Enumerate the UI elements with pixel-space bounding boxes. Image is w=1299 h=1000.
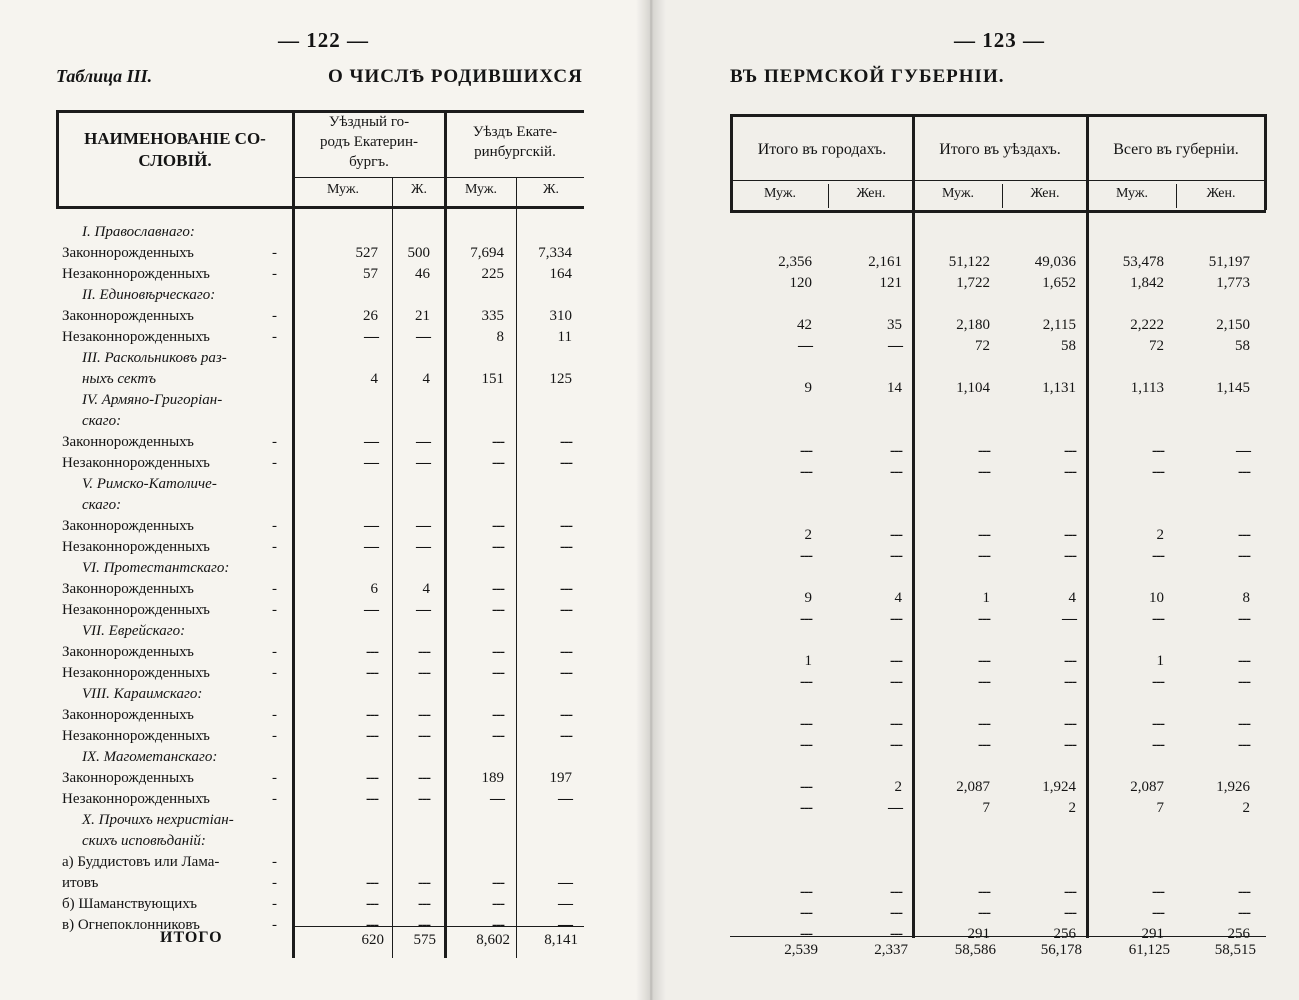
row-label: а) Буддистовъ или Лама- - xyxy=(62,852,219,873)
data-cell: --- xyxy=(418,917,430,933)
data-cell: 225 xyxy=(481,266,504,282)
data-cell: 35 xyxy=(887,317,902,333)
subheader-male: Муж. xyxy=(326,182,360,197)
data-cell: 7 xyxy=(1156,800,1164,816)
data-cell: --- xyxy=(1152,464,1164,480)
table-left-rule xyxy=(56,110,59,206)
header-bottom-rule xyxy=(730,210,1266,213)
data-cell: 51,197 xyxy=(1208,254,1250,270)
page-heading: ВЪ ПЕРМСКОЙ ГУБЕРНІИ. xyxy=(730,66,1005,87)
data-cell: — xyxy=(1062,611,1076,627)
section-label: VIII. Караимскаго: xyxy=(82,686,203,702)
group-header-line: родъ Екатерин- xyxy=(320,134,418,150)
data-cell: 1,652 xyxy=(1042,275,1076,291)
data-cell: --- xyxy=(418,728,430,744)
data-cell: --- xyxy=(560,539,572,555)
data-cell: --- xyxy=(1238,653,1250,669)
total-cell: 8,602 xyxy=(476,932,510,948)
data-cell: 4 xyxy=(422,371,430,387)
data-cell: 291 xyxy=(967,926,990,942)
group-header-city xyxy=(296,112,442,172)
data-cell: --- xyxy=(890,611,902,627)
data-cell: --- xyxy=(560,434,572,450)
data-cell: --- xyxy=(890,905,902,921)
row-label: итовъ - xyxy=(62,873,98,894)
data-cell: --- xyxy=(492,434,504,450)
subheader-rule xyxy=(730,180,1266,181)
data-cell: 21 xyxy=(415,308,430,324)
data-cell: --- xyxy=(800,800,812,816)
data-cell: 46 xyxy=(415,266,430,282)
data-cell: --- xyxy=(890,527,902,543)
table-right-rule xyxy=(1264,114,1267,210)
group-header-district xyxy=(448,122,582,162)
page-number: — 122 — xyxy=(278,28,369,52)
data-cell: --- xyxy=(1238,674,1250,690)
data-cell: --- xyxy=(1152,443,1164,459)
data-cell: --- xyxy=(1152,674,1164,690)
data-cell: 1 xyxy=(804,653,812,669)
data-cell: --- xyxy=(978,548,990,564)
data-cell: --- xyxy=(1064,653,1076,669)
data-cell: — xyxy=(416,329,430,345)
row-label: Законнорожденныхъ - xyxy=(62,642,194,663)
row-label: Незаконнорожденныхъ - xyxy=(62,327,210,348)
group-header-line: Уѣздъ Екате- xyxy=(472,124,558,140)
category-header-line: СЛОВІЙ. xyxy=(138,151,212,170)
subheader-male: Муж. xyxy=(941,186,975,201)
data-cell: --- xyxy=(1238,716,1250,732)
group-header-line: ринбургскій. xyxy=(474,144,556,160)
data-cell: 2,150 xyxy=(1216,317,1250,333)
data-cell: --- xyxy=(366,896,378,912)
data-cell: 2 xyxy=(1156,527,1164,543)
data-cell: --- xyxy=(978,443,990,459)
data-cell: --- xyxy=(890,674,902,690)
section-label: IV. Армяно-Григоріан- xyxy=(82,392,223,408)
data-cell: 2 xyxy=(894,779,902,795)
data-cell: --- xyxy=(1152,611,1164,627)
data-cell: --- xyxy=(800,443,812,459)
total-label: ИТОГО xyxy=(160,929,223,946)
data-cell: 197 xyxy=(549,770,572,786)
data-cell: --- xyxy=(366,770,378,786)
data-cell: --- xyxy=(800,611,812,627)
data-cell: 1,104 xyxy=(956,380,990,396)
category-header xyxy=(60,128,290,172)
data-cell: --- xyxy=(1064,548,1076,564)
data-cell: --- xyxy=(366,728,378,744)
subheader-male: Муж. xyxy=(763,186,797,201)
data-cell: 9 xyxy=(804,380,812,396)
group-header-province: Всего въ губерніи. xyxy=(1113,141,1239,158)
data-cell: --- xyxy=(560,455,572,471)
section-label: ныхъ сектъ xyxy=(82,371,156,387)
data-cell: --- xyxy=(800,779,812,795)
data-cell: — xyxy=(416,518,430,534)
header-bottom-rule xyxy=(56,206,584,209)
group-header-towns: Итого въ городахъ. xyxy=(757,141,887,158)
section-label: III. Раскольниковъ раз- xyxy=(82,350,227,366)
data-cell: 4 xyxy=(422,581,430,597)
section-label: скаго: xyxy=(82,497,122,513)
data-cell: 527 xyxy=(355,245,378,261)
group-header-districts: Итого въ уѣздахъ. xyxy=(939,141,1061,158)
data-cell: --- xyxy=(978,527,990,543)
data-cell: 1,113 xyxy=(1130,380,1164,396)
total-cell: 2,539 xyxy=(784,942,818,958)
data-cell: 1,131 xyxy=(1042,380,1076,396)
data-cell: — xyxy=(558,791,572,807)
right-page xyxy=(650,0,1299,1000)
subheader-female: Жен. xyxy=(1206,186,1236,201)
data-cell: 120 xyxy=(789,275,812,291)
data-cell: 58 xyxy=(1235,338,1250,354)
data-cell: 151 xyxy=(481,371,504,387)
data-cell: — xyxy=(416,455,430,471)
data-cell: 2 xyxy=(1068,800,1076,816)
data-cell: 1,145 xyxy=(1216,380,1250,396)
row-label: Незаконнорожденныхъ - xyxy=(62,789,210,810)
data-cell: --- xyxy=(1238,737,1250,753)
data-cell: --- xyxy=(418,665,430,681)
data-cell: --- xyxy=(890,548,902,564)
data-cell: --- xyxy=(492,917,504,933)
column-rule xyxy=(392,177,393,958)
row-label: Законнорожденныхъ - xyxy=(62,579,194,600)
row-label: в) Огнепоклонниковъ - xyxy=(62,915,200,936)
row-label: Законнорожденныхъ - xyxy=(62,432,194,453)
subheader-male: Муж. xyxy=(464,182,498,197)
row-label: Незаконнорожденныхъ - xyxy=(62,600,210,621)
data-cell: --- xyxy=(418,770,430,786)
row-label: Незаконнорожденныхъ - xyxy=(62,663,210,684)
data-cell: — xyxy=(364,518,378,534)
data-cell: --- xyxy=(800,548,812,564)
row-label: Законнорожденныхъ - xyxy=(62,243,194,264)
data-cell: 1 xyxy=(982,590,990,606)
data-cell: — xyxy=(558,875,572,891)
data-cell: --- xyxy=(418,644,430,660)
data-cell: — xyxy=(416,434,430,450)
data-cell: --- xyxy=(492,518,504,534)
page-heading: О ЧИСЛѢ РОДИВШИХСЯ xyxy=(328,66,583,87)
data-cell: --- xyxy=(366,875,378,891)
data-cell: 72 xyxy=(1149,338,1164,354)
section-label: IX. Магометанскаго: xyxy=(82,749,218,765)
data-cell: 2,161 xyxy=(868,254,902,270)
sub-divider xyxy=(1002,184,1003,208)
data-cell: — xyxy=(364,434,378,450)
group-header-line: Уѣздный го- xyxy=(328,114,410,130)
data-cell: --- xyxy=(1152,548,1164,564)
data-cell: --- xyxy=(978,905,990,921)
data-cell: --- xyxy=(890,926,902,942)
data-cell: --- xyxy=(800,674,812,690)
data-cell: --- xyxy=(366,665,378,681)
data-cell: --- xyxy=(800,464,812,480)
data-cell: --- xyxy=(800,737,812,753)
section-label: скихъ исповѣданій: xyxy=(82,833,206,849)
table-top-rule xyxy=(730,114,1266,117)
data-cell: 1,926 xyxy=(1216,779,1250,795)
data-cell: — xyxy=(888,338,902,354)
data-cell: 256 xyxy=(1227,926,1250,942)
data-cell: --- xyxy=(1238,548,1250,564)
data-cell: --- xyxy=(1064,443,1076,459)
data-cell: --- xyxy=(1238,905,1250,921)
data-cell: --- xyxy=(492,455,504,471)
data-cell: --- xyxy=(1238,464,1250,480)
data-cell: 2,222 xyxy=(1130,317,1164,333)
data-cell: --- xyxy=(890,716,902,732)
data-cell: 2,115 xyxy=(1042,317,1076,333)
data-cell: 72 xyxy=(975,338,990,354)
data-cell: 57 xyxy=(363,266,378,282)
data-cell: --- xyxy=(978,611,990,627)
data-cell: 1,842 xyxy=(1130,275,1164,291)
data-cell: 2,087 xyxy=(956,779,990,795)
data-cell: 4 xyxy=(894,590,902,606)
data-cell: 8 xyxy=(1242,590,1250,606)
data-cell: --- xyxy=(800,716,812,732)
data-cell: 4 xyxy=(1068,590,1076,606)
group-header-line: бургъ. xyxy=(349,154,389,170)
data-cell: — xyxy=(416,602,430,618)
section-label: VII. Еврейскаго: xyxy=(82,623,186,639)
row-label: Незаконнорожденныхъ - xyxy=(62,264,210,285)
data-cell: --- xyxy=(978,653,990,669)
section-label: X. Прочихъ нехристіан- xyxy=(82,812,234,828)
total-cell: 2,337 xyxy=(874,942,908,958)
total-cell: 8,141 xyxy=(544,932,578,948)
data-cell: 125 xyxy=(549,371,572,387)
data-cell: 2,087 xyxy=(1130,779,1164,795)
data-cell: --- xyxy=(890,737,902,753)
data-cell: 189 xyxy=(481,770,504,786)
data-cell: --- xyxy=(978,737,990,753)
data-cell: --- xyxy=(366,791,378,807)
data-cell: --- xyxy=(492,581,504,597)
data-cell: --- xyxy=(800,926,812,942)
data-cell: 58 xyxy=(1061,338,1076,354)
data-cell: — xyxy=(490,791,504,807)
data-cell: --- xyxy=(560,518,572,534)
data-cell: — xyxy=(558,896,572,912)
data-cell: --- xyxy=(418,896,430,912)
data-cell: --- xyxy=(492,665,504,681)
section-label: I. Православнаго: xyxy=(82,224,195,240)
data-cell: — xyxy=(798,338,812,354)
total-cell: 56,178 xyxy=(1040,942,1082,958)
data-cell: --- xyxy=(1238,884,1250,900)
data-cell: --- xyxy=(492,875,504,891)
data-cell: 335 xyxy=(481,308,504,324)
data-cell: --- xyxy=(1152,716,1164,732)
sub-divider xyxy=(1176,184,1177,208)
row-label: Законнорожденныхъ - xyxy=(62,516,194,537)
total-cell: 575 xyxy=(413,932,436,948)
data-cell: 1 xyxy=(1156,653,1164,669)
data-cell: 2,356 xyxy=(778,254,812,270)
data-cell: — xyxy=(364,455,378,471)
data-cell: 310 xyxy=(549,308,572,324)
data-cell: --- xyxy=(1064,884,1076,900)
data-cell: --- xyxy=(560,707,572,723)
data-cell: 4 xyxy=(370,371,378,387)
data-cell: --- xyxy=(418,707,430,723)
row-label: Законнорожденныхъ - xyxy=(62,306,194,327)
row-label: Незаконнорожденныхъ - xyxy=(62,537,210,558)
data-cell: --- xyxy=(492,539,504,555)
data-cell: --- xyxy=(560,728,572,744)
data-cell: 121 xyxy=(879,275,902,291)
section-label: II. Единовѣрческаго: xyxy=(82,287,216,303)
data-cell: — xyxy=(364,329,378,345)
data-cell: — xyxy=(416,539,430,555)
data-cell: --- xyxy=(560,602,572,618)
total-cell: 58,515 xyxy=(1214,942,1256,958)
data-cell: 1,773 xyxy=(1216,275,1250,291)
data-cell: --- xyxy=(492,707,504,723)
data-cell: --- xyxy=(1152,884,1164,900)
data-cell: --- xyxy=(978,716,990,732)
subheader-female: Жен. xyxy=(1030,186,1060,201)
data-cell: --- xyxy=(366,917,378,933)
data-cell: --- xyxy=(978,674,990,690)
data-cell: --- xyxy=(366,644,378,660)
data-cell: --- xyxy=(560,644,572,660)
data-cell: — xyxy=(364,602,378,618)
data-cell: --- xyxy=(890,884,902,900)
data-cell: --- xyxy=(492,728,504,744)
data-cell: --- xyxy=(1152,737,1164,753)
data-cell: --- xyxy=(492,602,504,618)
data-cell: 14 xyxy=(887,380,902,396)
data-cell: --- xyxy=(1064,716,1076,732)
data-cell: --- xyxy=(800,884,812,900)
total-cell: 620 xyxy=(361,932,384,948)
data-cell: 164 xyxy=(549,266,572,282)
data-cell: 42 xyxy=(797,317,812,333)
data-cell: --- xyxy=(890,464,902,480)
data-cell: --- xyxy=(418,875,430,891)
data-cell: 6 xyxy=(370,581,378,597)
data-cell: 26 xyxy=(363,308,378,324)
data-cell: 2 xyxy=(804,527,812,543)
data-cell: 11 xyxy=(557,329,572,345)
data-cell: --- xyxy=(1064,905,1076,921)
data-cell: --- xyxy=(366,707,378,723)
data-cell: 291 xyxy=(1141,926,1164,942)
subheader-rule xyxy=(292,177,584,178)
data-cell: — xyxy=(888,800,902,816)
section-label: V. Римско-Католиче- xyxy=(82,476,217,492)
data-cell: --- xyxy=(1238,611,1250,627)
data-cell: --- xyxy=(418,791,430,807)
row-label: б) Шаманствующихъ - xyxy=(62,894,197,915)
data-cell: --- xyxy=(978,464,990,480)
data-cell: --- xyxy=(1238,527,1250,543)
subheader-female: Жен. xyxy=(856,186,886,201)
data-cell: 49,036 xyxy=(1034,254,1076,270)
data-cell: 256 xyxy=(1053,926,1076,942)
row-label: Незаконнорожденныхъ - xyxy=(62,453,210,474)
page-number: — 123 — xyxy=(954,28,1045,52)
data-cell: --- xyxy=(800,905,812,921)
data-cell: 8 xyxy=(496,329,504,345)
row-label: Законнорожденныхъ - xyxy=(62,768,194,789)
total-cell: 61,125 xyxy=(1128,942,1170,958)
data-cell: --- xyxy=(890,443,902,459)
subheader-male: Муж. xyxy=(1115,186,1149,201)
data-cell: --- xyxy=(1064,527,1076,543)
data-cell: 51,122 xyxy=(948,254,990,270)
table-label: Таблица III. xyxy=(56,66,153,86)
data-cell: 2 xyxy=(1242,800,1250,816)
data-cell: --- xyxy=(492,896,504,912)
row-label: Законнорожденныхъ - xyxy=(62,705,194,726)
sub-divider xyxy=(828,184,829,208)
data-cell: 500 xyxy=(407,245,430,261)
data-cell: — xyxy=(364,539,378,555)
total-cell: 58,586 xyxy=(954,942,996,958)
data-cell: --- xyxy=(1064,674,1076,690)
data-cell: 2,180 xyxy=(956,317,990,333)
data-cell: 10 xyxy=(1149,590,1164,606)
data-cell: --- xyxy=(1064,737,1076,753)
data-cell: 7,694 xyxy=(470,245,504,261)
data-cell: --- xyxy=(1152,905,1164,921)
data-cell: — xyxy=(1236,443,1250,459)
data-cell: 7,334 xyxy=(538,245,572,261)
subheader-female: Ж. xyxy=(542,182,560,197)
data-cell: --- xyxy=(492,644,504,660)
category-header-line: НАИМЕНОВАНІЕ СО- xyxy=(84,129,266,148)
row-label: Незаконнорожденныхъ - xyxy=(62,726,210,747)
data-cell: 1,722 xyxy=(956,275,990,291)
subheader-female: Ж. xyxy=(410,182,428,197)
data-cell: 53,478 xyxy=(1122,254,1164,270)
data-cell: — xyxy=(558,917,572,933)
section-label: VI. Протестантскаго: xyxy=(82,560,230,576)
section-label: скаго: xyxy=(82,413,122,429)
data-cell: --- xyxy=(1064,464,1076,480)
data-cell: --- xyxy=(560,665,572,681)
data-cell: --- xyxy=(890,653,902,669)
data-cell: 7 xyxy=(982,800,990,816)
data-cell: --- xyxy=(560,581,572,597)
data-cell: 9 xyxy=(804,590,812,606)
data-cell: 1,924 xyxy=(1042,779,1076,795)
data-cell: --- xyxy=(978,884,990,900)
column-rule xyxy=(516,177,517,958)
